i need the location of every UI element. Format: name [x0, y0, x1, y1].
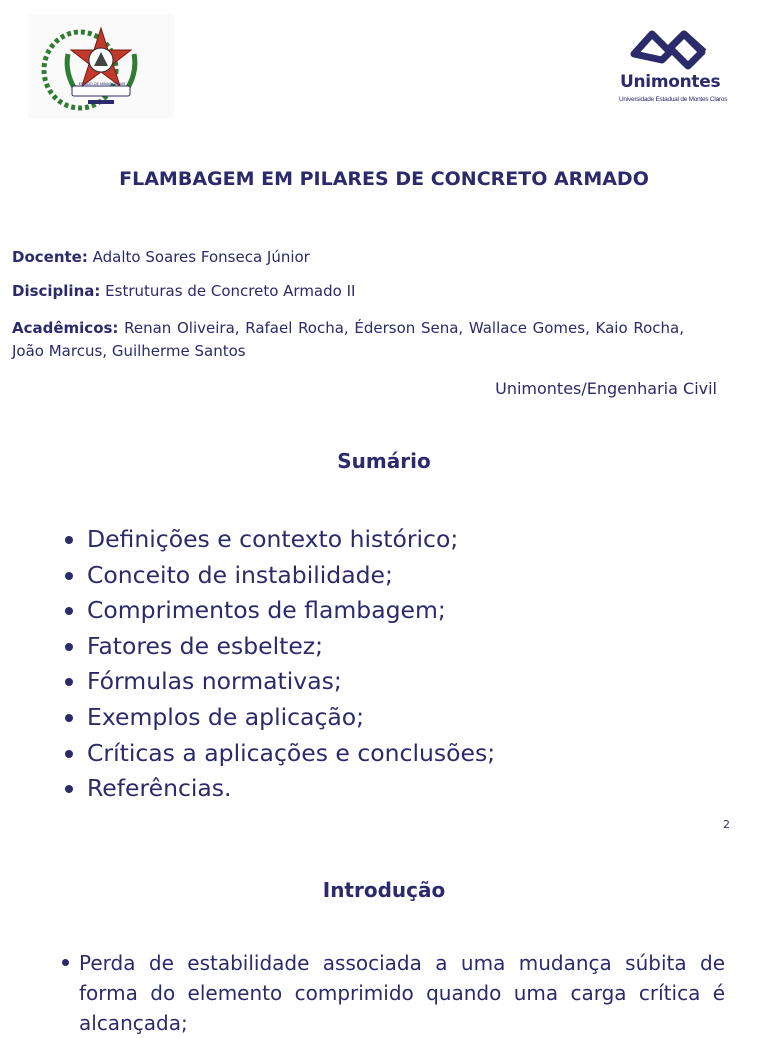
docente-label: Docente:: [12, 248, 88, 266]
disciplina-label: Disciplina:: [12, 282, 101, 300]
academicos-value: Renan Oliveira, Rafael Rocha, Éderson Sena, Wallace Gomes, Kaio Rocha, João Marcus, Guilherme Santos: [12, 319, 684, 360]
summary-item-text: Críticas a aplicações e conclusões;: [87, 738, 496, 767]
unimontes-emblem-icon: [628, 24, 724, 72]
summary-title: Sumário: [337, 449, 431, 473]
unimontes-logo: [610, 24, 740, 108]
summary-item: [62, 736, 495, 772]
bullet-icon: [65, 785, 73, 793]
summary-item: [62, 664, 495, 700]
disciplina-line: [12, 282, 355, 300]
introduction-item: [60, 948, 725, 1038]
coat-of-arms-caption: ESTADO DE MINAS GERAIS: [78, 82, 126, 86]
academicos-line: [12, 317, 684, 363]
summary-list: [62, 522, 495, 807]
bullet-icon: [65, 607, 73, 615]
summary-item-text: Exemplos de aplicação;: [87, 702, 365, 731]
brand-subtitle: Universidade Estadual de Montes Claros: [619, 96, 728, 103]
bullet-icon: [65, 750, 73, 758]
bullet-icon: [65, 714, 73, 722]
brand-name: Unimontes: [620, 72, 721, 92]
summary-item: [62, 522, 495, 558]
summary-item-text: Definições e contexto histórico;: [87, 525, 459, 553]
bullet-icon: [65, 678, 73, 686]
bullet-icon: [65, 643, 73, 651]
bullet-icon: [65, 536, 73, 544]
affiliation: Unimontes/Engenharia Civil: [495, 379, 717, 398]
docente-value: Adalto Soares Fonseca Júnior: [92, 248, 310, 266]
summary-item-text: Fórmulas normativas;: [87, 667, 342, 696]
summary-item: [62, 558, 495, 594]
summary-item: [62, 771, 495, 807]
coat-of-arms-logo: [28, 14, 174, 118]
summary-item-text: Referências.: [87, 774, 232, 803]
document-title: FLAMBAGEM EM PILARES DE CONCRETO ARMADO: [119, 168, 649, 190]
bullet-icon: [62, 959, 69, 966]
summary-item-text: Comprimentos de flambagem;: [87, 596, 446, 625]
summary-item-text: Conceito de instabilidade;: [87, 560, 393, 589]
summary-item: [62, 593, 495, 629]
introduction-title: Introdução: [322, 878, 446, 902]
bullet-icon: [65, 572, 73, 580]
coat-of-arms-icon: [28, 14, 174, 118]
summary-item: [62, 629, 495, 665]
introduction-item-text: Perda de estabilidade associada a uma mudança súbita de forma do elemento comprimido quando uma carga crítica é alcançada;: [79, 951, 725, 1035]
summary-item: [62, 700, 495, 736]
page-number: 2: [723, 818, 730, 831]
summary-item-text: Fatores de esbeltez;: [87, 631, 324, 660]
disciplina-value: Estruturas de Concreto Armado II: [105, 282, 356, 300]
docente-line: [12, 248, 310, 266]
academicos-label: Acadêmicos:: [12, 319, 119, 337]
